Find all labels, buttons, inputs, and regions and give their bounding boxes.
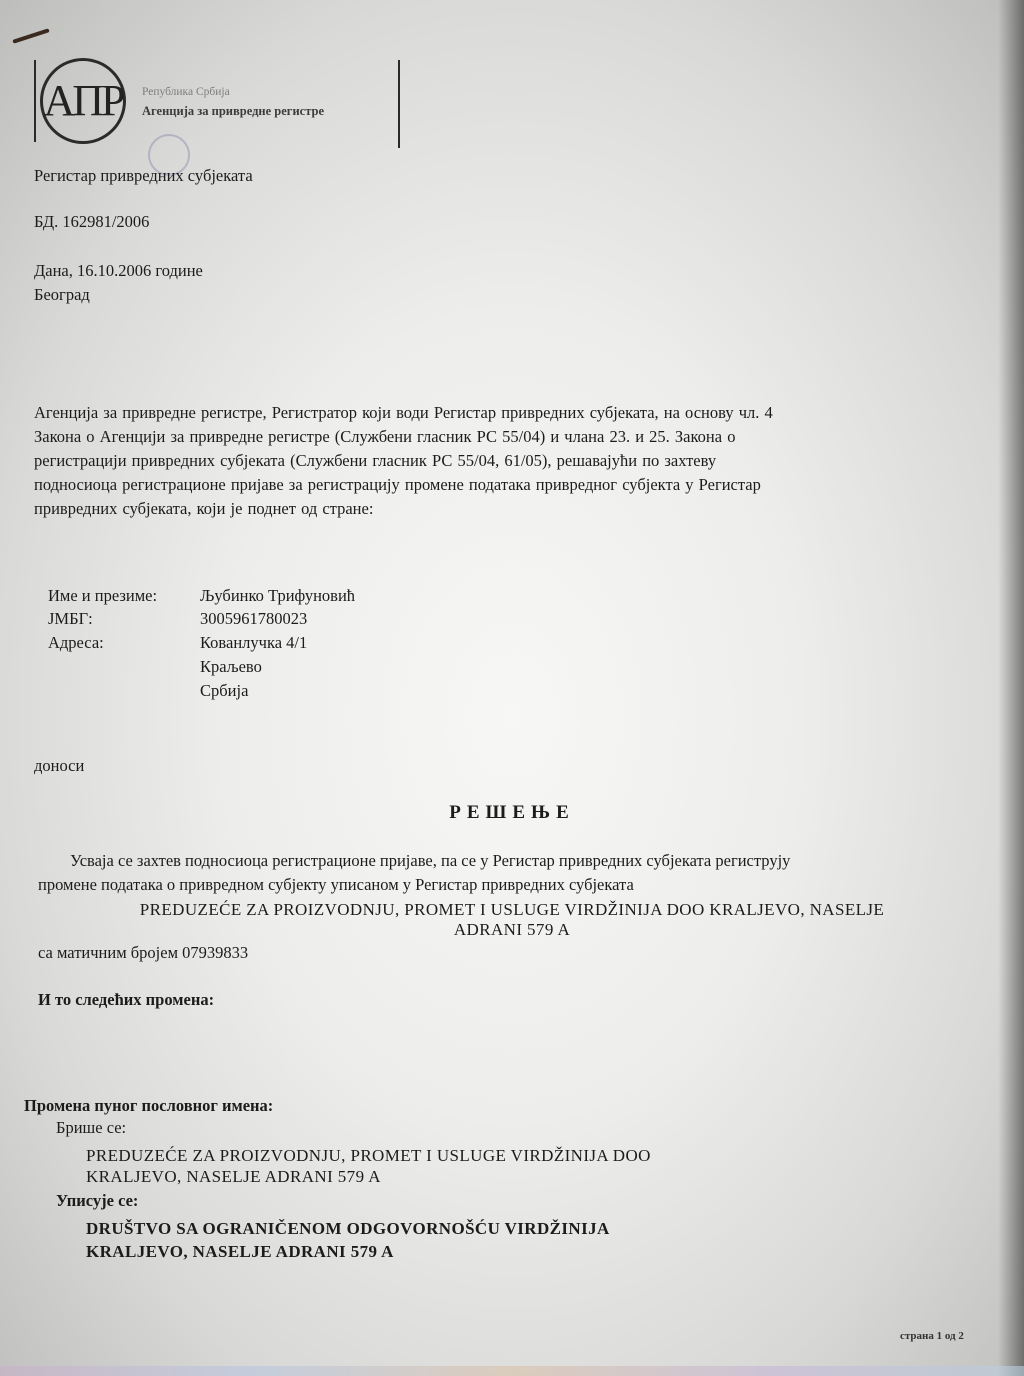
donosi: доноси [34,756,85,775]
address-line: Кованлучка 4/1 [200,633,308,652]
deleted-name-cont: KRALJEVO, NASELJE ADRANI 579 A [86,1167,381,1186]
address-label: Адреса: [48,633,104,652]
deleted-name: PREDUZEĆE ZA PROIZVODNJU, PROMET I USLUGE VIRDŽINIJA DOO [86,1146,651,1165]
insert-label: Уписује се: [56,1191,139,1210]
delete-label: Брише се: [56,1118,127,1137]
org-name: Агенција за привредне регистре [142,104,324,118]
inserted-name-cont: KRALJEVO, NASELJE ADRANI 579 A [86,1242,394,1261]
intro-line: привредних субјеката, који је поднет од стране: [34,499,374,518]
intro-line: Закона о Агенцији за привредне регистре (Службени гласник РС 55/04) и члана 23. и 25. Закона о [34,427,736,446]
pen-mark [12,28,49,44]
address-line: Краљево [200,657,262,676]
company-old-name-cont: ADRANI 579 A [453,920,571,939]
intro-paragraph [34,401,989,521]
address-line: Србија [200,681,249,700]
inserted-name: DRUŠTVO SA OGRANIČENOM ODGOVORNOŠĆU VIRDŽINIJA [86,1219,610,1238]
page-indicator: страна 1 од 2 [900,1330,964,1342]
change-heading: Промена пуног пословног имена: [24,1096,274,1115]
jmbg-value: 3005961780023 [200,609,308,628]
logo-right-rule [398,60,400,148]
org-country: Република Србија [142,86,230,98]
intro-line: Агенција за привредне регистре, Регистратор који води Регистар привредних субјеката, на основу чл. 4 [34,403,773,422]
changes-heading: И то следећих промена: [38,990,215,1009]
decision-line: Усваја се захтев подносиоца регистрационе пријаве, па се у Регистар привредних субјеката региструју [70,851,791,870]
name-value: Љубинко Трифуновић [200,586,356,605]
apr-logo [40,58,126,144]
decision-title: РЕШЕЊЕ [449,802,575,823]
decision-line: промене података о привредном субјекту уписаном у Регистар привредних субјеката [38,875,634,894]
register-name: Регистар привредних субјеката [34,166,253,185]
logo-letters: АПР [43,76,123,125]
intro-line: подносиоца регистрационе пријаве за регистрацију промене података привредног субјекта у Регистар [34,475,761,494]
intro-line: регистрацији привредних субјеката (Службени гласник РС 55/04, 61/05), решавајући по захтеву [34,451,717,470]
company-old-name: PREDUZEĆE ZA PROIZVODNJU, PROMET I USLUGE VIRDŽINIJA DOO KRALJEVO, NASELJE [139,900,885,919]
registration-number: са матичним бројем 07939833 [38,943,249,962]
city: Београд [34,285,90,304]
scan-edge-bottom [0,1366,1024,1376]
date-line: Дана, 16.10.2006 године [34,261,203,280]
case-number: БД. 162981/2006 [34,212,150,231]
scan-shadow-right [998,0,1024,1376]
jmbg-label: ЈМБГ: [48,609,93,628]
name-label: Име и презиме: [48,586,158,605]
logo-left-rule [34,60,36,142]
